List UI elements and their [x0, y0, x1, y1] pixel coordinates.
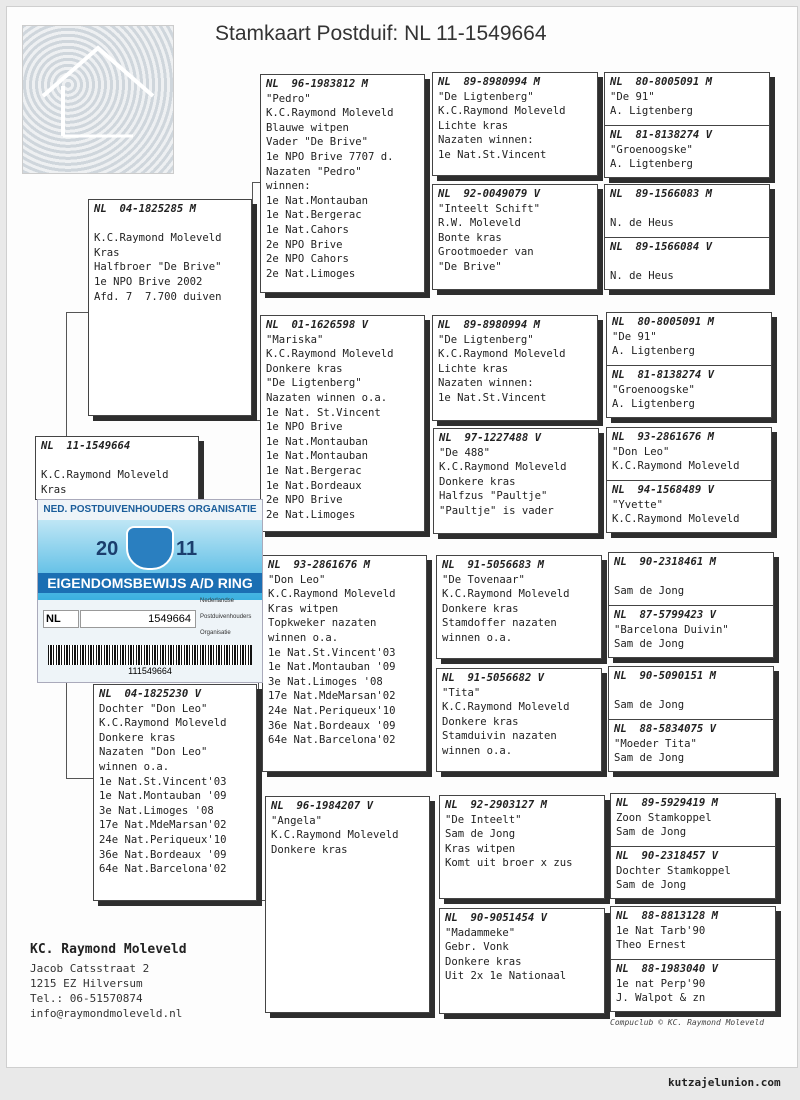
pedigree-line: "Barcelona Duivin": [614, 623, 729, 636]
pedigree-line: Sam de Jong: [614, 638, 685, 651]
ring-number: NL 81-8138274 V: [610, 129, 713, 141]
pedigree-line: 1e Nat. St.Vincent: [266, 406, 381, 419]
pedigree-line: Sam de Jong: [614, 752, 685, 765]
pedigree-line: Nazaten winnen o.a.: [266, 391, 388, 404]
pedigree-line: 64e Nat.Barcelona'02: [268, 734, 396, 747]
gen4-pair: [608, 666, 774, 772]
card-side-label: Postduivenhouders: [200, 614, 252, 620]
ring-number: NL 04-1825285 M: [94, 203, 197, 215]
gen4-pair: [608, 552, 774, 658]
owner-city: 1215 EZ Hilversum: [30, 977, 143, 990]
connector-line: [426, 123, 427, 235]
pedigree-line: [614, 570, 768, 585]
mother-box: [93, 684, 257, 901]
ring-number: NL 93-2861676 M: [612, 431, 715, 443]
gen4-pair: [610, 906, 776, 1012]
pedigree-line: K.C.Raymond Moleveld: [271, 829, 399, 842]
ring-number: NL 92-2903127 M: [445, 799, 548, 811]
pedigree-line: "Mariska": [266, 333, 324, 346]
pedigree-line: "De 488": [439, 446, 491, 459]
connector-line: [252, 182, 253, 420]
pedigree-line: Halfzus "Paultje": [439, 490, 548, 503]
ring-number: NL 88-1983040 V: [616, 963, 719, 975]
pedigree-line: 24e Nat.Periqueux'10: [268, 704, 396, 717]
great-grandparent-box: [432, 184, 598, 290]
great-grandparent-box: [433, 428, 599, 534]
pedigree-line: Blauwe witpen: [266, 121, 349, 134]
pedigree-line: "Pedro": [266, 92, 311, 105]
pedigree-line: Gebr. Vonk: [445, 941, 509, 954]
pedigree-line: Donkere kras: [99, 731, 176, 744]
pedigree-line: Nazaten "Don Leo": [99, 746, 208, 759]
barcode-number: 111549664: [128, 666, 172, 676]
pedigree-line: [41, 454, 193, 469]
pedigree-line: Grootmoeder van: [438, 246, 534, 259]
pedigree-line: Donkere kras: [442, 715, 519, 728]
pedigree-line: "Paultje" is vader: [439, 504, 554, 517]
pedigree-line: Topkweker nazaten: [268, 617, 377, 630]
pedigree-line: 36e Nat.Bordeaux '09: [268, 719, 396, 732]
owner-phone: Tel.: 06-51570874: [30, 992, 143, 1005]
ring-number: NL 90-2318461 M: [614, 556, 717, 568]
owner-block: [30, 942, 187, 1021]
pedigree-line: "De 91": [610, 90, 655, 103]
connector-line: [258, 900, 265, 901]
subject-box: [35, 436, 199, 500]
pedigree-line: 1e Nat.St.Vincent: [438, 391, 547, 404]
pedigree-line: K.C.Raymond Moleveld: [612, 460, 740, 473]
pedigree-line: Stamdoffer nazaten: [442, 617, 557, 630]
pedigree-line: 2e NPO Brive: [266, 238, 343, 251]
pedigree-line: Komt uit broer x zus: [445, 857, 573, 870]
great-grandparent-box: [436, 555, 602, 659]
gen4-pair: [604, 184, 770, 290]
pedigree-line: Sam de Jong: [616, 826, 687, 839]
pedigree-line: K.C.Raymond Moleveld: [41, 469, 169, 482]
pedigree-line: Theo Ernest: [616, 939, 687, 952]
pedigree-line: A. Ligtenberg: [612, 398, 695, 411]
ring-number: NL 89-1566084 V: [610, 241, 713, 253]
pedigree-line: K.C.Raymond Moleveld: [442, 701, 570, 714]
ring-number: NL 96-1983812 M: [266, 78, 369, 90]
pedigree-line: 1e Nat.St.Vincent'03: [99, 775, 227, 788]
ring-number: NL 80-8005091 M: [612, 316, 715, 328]
ring-number: NL 89-8980994 M: [438, 319, 541, 331]
barcode: [48, 645, 252, 665]
pedigree-line: winnen o.a.: [99, 760, 170, 773]
pedigree-line: 1e Nat.St.Vincent: [438, 148, 547, 161]
pedigree-line: 1e Nat.Bergerac: [266, 209, 362, 222]
pedigree-line: Donkere kras: [442, 602, 519, 615]
pedigree-line: Donkere kras: [439, 475, 516, 488]
pedigree-line: 1e Nat.Montauban '09: [99, 790, 227, 803]
pedigree-line: winnen o.a.: [442, 744, 513, 757]
connector-line: [66, 312, 88, 313]
pedigree-line: "De Inteelt": [445, 813, 522, 826]
pedigree-line: 17e Nat.MdeMarsan'02: [99, 819, 227, 832]
pedigree-line: "Moeder Tita": [614, 737, 697, 750]
pedigree-line: 3e Nat.Limoges '08: [99, 804, 214, 817]
pedigree-line: 1e Nat Tarb'90: [616, 924, 706, 937]
pedigree-line: 2e NPO Cahors: [266, 253, 349, 266]
pedigree-line: "Madammeke": [445, 926, 516, 939]
card-country: NL: [43, 610, 79, 628]
pedigree-line: Vader "De Brive": [266, 136, 369, 149]
pedigree-line: Nazaten "Pedro": [266, 165, 362, 178]
ring-certificate-card: [37, 499, 263, 683]
ring-number: NL 90-5090151 M: [614, 670, 717, 682]
great-grandparent-box: [439, 795, 605, 899]
pedigree-line: 1e NPO Brive 2002: [94, 275, 203, 288]
pedigree-line: "Yvette": [612, 498, 664, 511]
great-grandparent-box: [439, 908, 605, 1014]
pedigree-line: [610, 202, 764, 217]
pedigree-line: 1e NPO Brive: [266, 421, 343, 434]
ring-number: NL 11-1549664: [41, 440, 131, 452]
pedigree-line: 1e Nat.Montauban '09: [268, 661, 396, 674]
father-box: [88, 199, 252, 416]
pedigree-line: "De 91": [612, 330, 657, 343]
connector-line: [252, 182, 260, 183]
house-logo-icon: [22, 25, 174, 174]
pedigree-line: K.C.Raymond Moleveld: [268, 588, 396, 601]
ring-number: NL 89-8980994 M: [438, 76, 541, 88]
pedigree-line: Sam de Jong: [614, 585, 685, 598]
pedigree-line: 3e Nat.Limoges '08: [268, 675, 383, 688]
pedigree-line: "Inteelt Schift": [438, 202, 541, 215]
pedigree-line: Dochter "Don Leo": [99, 702, 208, 715]
connector-line: [258, 660, 259, 900]
connector-line: [252, 420, 260, 421]
ring-number: NL 97-1227488 V: [439, 432, 542, 444]
pedigree-line: 17e Nat.MdeMarsan'02: [268, 690, 396, 703]
ring-number: NL 88-5834075 V: [614, 723, 717, 735]
pedigree-line: J. Walpot & zn: [616, 992, 706, 1005]
connector-line: [428, 606, 429, 718]
pedigree-line: K.C.Raymond Moleveld: [438, 348, 566, 361]
pedigree-line: 36e Nat.Bordeaux '09: [99, 848, 227, 861]
pedigree-line: "Angela": [271, 814, 323, 827]
pedigree-line: "De Ligtenberg": [438, 90, 534, 103]
ring-number: NL 88-8813128 M: [616, 910, 719, 922]
pedigree-line: [614, 684, 768, 699]
ring-number: NL 89-5929419 M: [616, 797, 719, 809]
pedigree-line: Bonte kras: [438, 231, 502, 244]
pedigree-line: K.C.Raymond Moleveld: [438, 105, 566, 118]
pedigree-line: K.C.Raymond Moleveld: [94, 232, 222, 245]
card-side-label: Organisatie: [200, 630, 231, 636]
pedigree-line: 1e Nat.St.Vincent'03: [268, 646, 396, 659]
connector-line: [430, 846, 431, 960]
ring-number: NL 96-1984207 V: [271, 800, 374, 812]
pedigree-line: [94, 217, 246, 232]
page-title: Stamkaart Postduif: NL 11-1549664: [215, 22, 547, 45]
ring-number: NL 01-1626598 V: [266, 319, 369, 331]
connector-line: [66, 778, 93, 779]
ring-number: NL 91-5056682 V: [442, 672, 545, 684]
pedigree-line: 1e Nat.Bergerac: [266, 464, 362, 477]
watermark: kutzajelunion.com: [668, 1076, 781, 1089]
pedigree-line: K.C.Raymond Moleveld: [612, 513, 740, 526]
pedigree-line: Sam de Jong: [614, 699, 685, 712]
pedigree-line: 1e nat Perp'90: [616, 977, 706, 990]
pedigree-line: Donkere kras: [266, 362, 343, 375]
pedigree-line: Kras: [41, 483, 67, 496]
pedigree-line: 2e Nat.Limoges: [266, 267, 356, 280]
grandparent-box: [260, 74, 425, 293]
pedigree-line: Kras: [94, 246, 120, 259]
pedigree-line: 1e Nat.Cahors: [266, 223, 349, 236]
pedigree-line: A. Ligtenberg: [610, 105, 693, 118]
pedigree-line: 1e Nat.Bordeaux: [266, 479, 362, 492]
ring-number: NL 89-1566083 M: [610, 188, 713, 200]
owner-email[interactable]: info@raymondmoleveld.nl: [30, 1007, 183, 1020]
pedigree-line: Kras witpen: [268, 602, 339, 615]
great-grandparent-box: [436, 668, 602, 772]
pedigree-line: "De Tovenaar": [442, 573, 525, 586]
pedigree-line: A. Ligtenberg: [610, 158, 693, 171]
pedigree-line: Sam de Jong: [445, 828, 516, 841]
pedigree-line: Sam de Jong: [616, 879, 687, 892]
pedigree-line: "De Ligtenberg": [266, 377, 362, 390]
pedigree-line: 2e NPO Brive: [266, 494, 343, 507]
pedigree-line: N. de Heus: [610, 217, 674, 230]
ring-number: NL 04-1825230 V: [99, 688, 202, 700]
grandparent-box: [265, 796, 430, 1013]
card-year-left: 20: [96, 538, 119, 560]
gen4-pair: [606, 312, 772, 418]
card-number: 1549664: [80, 610, 196, 628]
pedigree-line: Kras witpen: [445, 842, 516, 855]
pedigree-line: 24e Nat.Periqueux'10: [99, 833, 227, 846]
pedigree-line: Donkere kras: [445, 955, 522, 968]
pedigree-line: winnen:: [266, 180, 311, 193]
ring-number: NL 90-9051454 V: [445, 912, 548, 924]
pedigree-line: "Groenoogske": [612, 383, 695, 396]
owner-name: KC. Raymond Moleveld: [30, 942, 187, 957]
pedigree-line: K.C.Raymond Moleveld: [99, 717, 227, 730]
pedigree-line: Lichte kras: [438, 362, 509, 375]
pedigree-line: Zoon Stamkoppel: [616, 811, 712, 824]
card-year-right: 11: [176, 538, 198, 560]
gen4-pair: [610, 793, 776, 899]
pedigree-line: "De Ligtenberg": [438, 333, 534, 346]
grandparent-box: [260, 315, 425, 532]
pedigree-line: "Tita": [442, 686, 481, 699]
ring-number: NL 80-8005091 M: [610, 76, 713, 88]
gen4-pair: [606, 427, 772, 533]
pedigree-line: 1e NPO Brive 7707 d.: [266, 150, 394, 163]
ring-number: NL 87-5799423 V: [614, 609, 717, 621]
copyright: Compuclub © KC. Raymond Moleveld: [610, 1018, 765, 1027]
card-side-label: Nederlandse: [200, 598, 235, 604]
ring-number: NL 81-8138274 V: [612, 369, 715, 381]
pedigree-line: 1e Nat.Montauban: [266, 194, 369, 207]
pedigree-line: winnen o.a.: [268, 631, 339, 644]
ring-number: NL 93-2861676 M: [268, 559, 371, 571]
ring-number: NL 91-5056683 M: [442, 559, 545, 571]
pedigree-line: K.C.Raymond Moleveld: [442, 588, 570, 601]
pedigree-line: 64e Nat.Barcelona'02: [99, 863, 227, 876]
pedigree-line: R.W. Moleveld: [438, 217, 521, 230]
pedigree-line: A. Ligtenberg: [612, 345, 695, 358]
shield-icon: [126, 526, 174, 570]
pedigree-line: N. de Heus: [610, 270, 674, 283]
ring-number: NL 94-1568489 V: [612, 484, 715, 496]
pedigree-line: 1e Nat.Montauban: [266, 450, 369, 463]
card-org: NED. POSTDUIVENHOUDERS ORGANISATIE: [43, 504, 257, 515]
pedigree-line: Donkere kras: [271, 843, 348, 856]
pedigree-line: "Don Leo": [612, 445, 670, 458]
ring-number: NL 90-2318457 V: [616, 850, 719, 862]
ring-number: NL 92-0049079 V: [438, 188, 541, 200]
pedigree-line: Lichte kras: [438, 119, 509, 132]
card-title: EIGENDOMSBEWIJS A/D RING: [38, 573, 262, 593]
pedigree-line: [610, 255, 764, 270]
pedigree-line: K.C.Raymond Moleveld: [439, 461, 567, 474]
pedigree-line: Nazaten winnen:: [438, 377, 534, 390]
grandparent-box: [262, 555, 427, 772]
pedigree-line: Afd. 7 7.700 duiven: [94, 290, 222, 303]
pedigree-line: "Don Leo": [268, 573, 326, 586]
pedigree-line: 1e Nat.Montauban: [266, 435, 369, 448]
pedigree-line: "Groenoogske": [610, 143, 693, 156]
great-grandparent-box: [432, 72, 598, 176]
pedigree-line: Nazaten winnen:: [438, 134, 534, 147]
owner-street: Jacob Catsstraat 2: [30, 962, 150, 975]
great-grandparent-box: [432, 315, 598, 421]
pedigree-line: Dochter Stamkoppel: [616, 864, 731, 877]
pedigree-line: K.C.Raymond Moleveld: [266, 348, 394, 361]
pedigree-line: Uit 2x 1e Nationaal: [445, 970, 567, 983]
pedigree-line: K.C.Raymond Moleveld: [266, 107, 394, 120]
pedigree-line: winnen o.a.: [442, 631, 513, 644]
gen4-pair: [604, 72, 770, 178]
pedigree-line: "De Brive": [438, 260, 502, 273]
pedigree-line: Stamduivin nazaten: [442, 730, 557, 743]
pedigree-line: Halfbroer "De Brive": [94, 261, 222, 274]
connector-line: [426, 366, 427, 480]
pedigree-line: 2e Nat.Limoges: [266, 508, 356, 521]
